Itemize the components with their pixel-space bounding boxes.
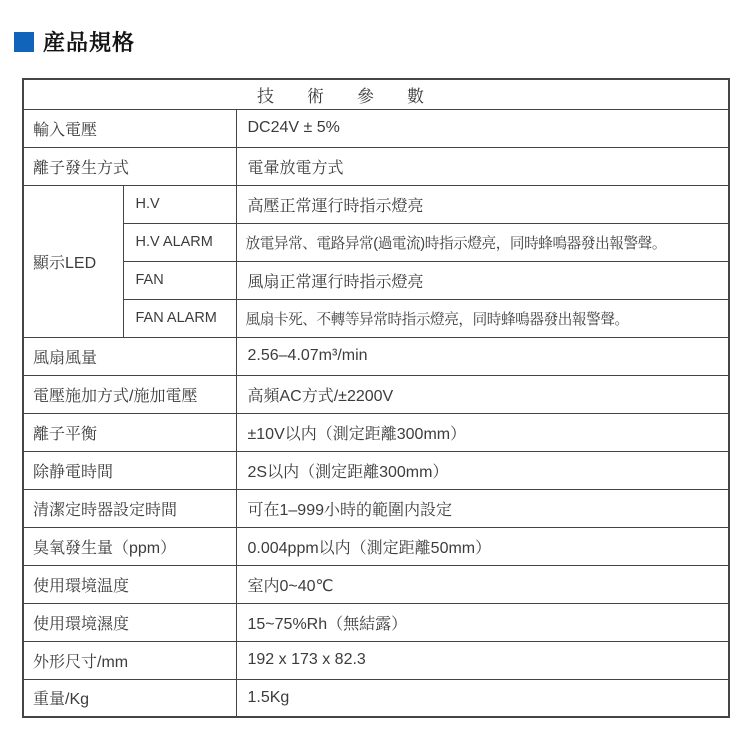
row-value: 2.56–4.07m³/min — [236, 337, 729, 375]
table-row — [23, 147, 729, 185]
table-title-row — [23, 79, 729, 109]
row-label: 使用環境温度 — [23, 565, 236, 603]
table-row — [23, 527, 729, 565]
row-value: 2S以内（測定距離300mm） — [236, 451, 729, 489]
table-row — [23, 565, 729, 603]
table-row — [23, 185, 729, 223]
row-value: 風扇正常運行時指示燈亮 — [236, 261, 729, 299]
row-value: 15~75%Rh（無結露） — [236, 603, 729, 641]
row-value: 高壓正常運行時指示燈亮 — [236, 185, 729, 223]
row-label: 清潔定時器設定時間 — [23, 489, 236, 527]
row-value: DC24V ± 5% — [236, 109, 729, 147]
row-value: 1.5Kg — [236, 679, 729, 717]
spec-table — [22, 78, 730, 718]
led-group-label: 顯示LED — [23, 185, 123, 337]
table-row — [23, 641, 729, 679]
table-row — [23, 413, 729, 451]
blue-square-icon — [14, 32, 34, 52]
row-sublabel: FAN ALARM — [123, 299, 236, 337]
row-value: 高頻AC方式/±2200V — [236, 375, 729, 413]
table-row — [23, 109, 729, 147]
table-row — [23, 375, 729, 413]
table-row — [23, 679, 729, 717]
row-label: 重量/Kg — [23, 679, 236, 717]
row-value: 0.004ppm以内（測定距離50mm） — [236, 527, 729, 565]
row-label: 使用環境濕度 — [23, 603, 236, 641]
row-label: 除静電時間 — [23, 451, 236, 489]
table-title: 技 術 參 數 — [23, 79, 729, 109]
table-row — [23, 299, 729, 337]
row-sublabel: FAN — [123, 261, 236, 299]
row-label: 臭氧發生量（ppm） — [23, 527, 236, 565]
row-value: 放電异常、電路异常(過電流)時指示燈亮，同時蜂鳴器發出報警聲。 — [236, 223, 729, 261]
row-sublabel: H.V — [123, 185, 236, 223]
row-value: 192 x 173 x 82.3 — [236, 641, 729, 679]
page-title: 産品規格 — [43, 30, 136, 55]
row-value: ±10V以内（測定距離300mm） — [236, 413, 729, 451]
section-header — [14, 26, 135, 57]
table-row — [23, 603, 729, 641]
row-value: 室内0~40℃ — [236, 565, 729, 603]
table-row — [23, 489, 729, 527]
row-value: 電暈放電方式 — [236, 147, 729, 185]
row-value: 風扇卡死、不轉等异常時指示燈亮，同時蜂鳴器發出報警聲。 — [236, 299, 729, 337]
table-row — [23, 451, 729, 489]
row-sublabel: H.V ALARM — [123, 223, 236, 261]
row-label: 離子平衡 — [23, 413, 236, 451]
row-label: 離子發生方式 — [23, 147, 236, 185]
row-label: 外形尺寸/mm — [23, 641, 236, 679]
table-row — [23, 337, 729, 375]
row-label: 風扇風量 — [23, 337, 236, 375]
row-value: 可在1–999小時的範圍内設定 — [236, 489, 729, 527]
table-row — [23, 223, 729, 261]
row-label: 電壓施加方式/施加電壓 — [23, 375, 236, 413]
table-row — [23, 261, 729, 299]
row-label: 輸入電壓 — [23, 109, 236, 147]
